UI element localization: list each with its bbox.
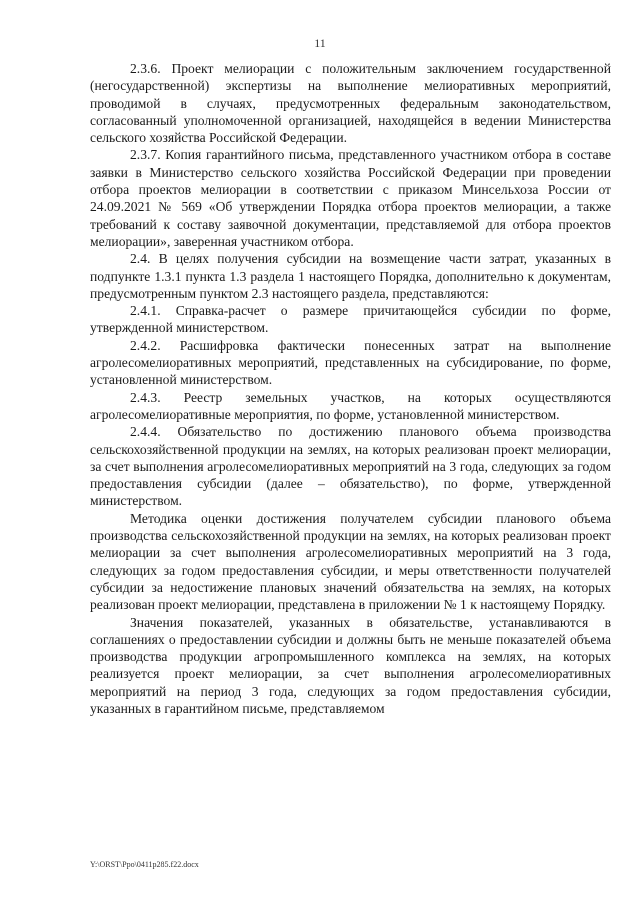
document-body (90, 60, 611, 717)
paragraph-2-3-7: 2.3.7. Копия гарантийного письма, представленного участником отбора в составе заявки в Министерство сельского хозяйства Российской Федерации при проведении отбора проектов мелиорации в соответствии с приказом Минсельхоза России от 24.09.2021 № 569 «Об утверждении Порядка отбора проектов мелиорации, а также требований к составу заявочной документации, представляемой для отбора проектов мелиорации», заверенная участником отбора. (90, 147, 611, 249)
paragraph-2-4: 2.4. В целях получения субсидии на возмещение части затрат, указанных в подпункте 1.3.1 пункта 1.3 раздела 1 настоящего Порядка, дополнительно к документам, предусмотренным пунктом 2.3 настоящего раздела, представляются: (90, 251, 611, 301)
paragraph-methodology: Методика оценки достижения получателем субсидии планового объема производства сельскохозяйственной продукции на землях, на которых реализован проект мелиорации за счет выполнения агролесомелиоративных мероприятий на 3 года, следующих за годом предоставления субсидии, и меры ответственности получателей субсидии за недостижение плановых значений обязательства на землях, на которых реализован проект мелиорации, представлена в приложении № 1 к настоящему Порядку. (90, 510, 611, 613)
page-number: 11 (314, 36, 326, 50)
paragraph-indicator-values: Значения показателей, указанных в обязательстве, устанавливаются в соглашениях о предоставлении субсидии и должны быть не меньше показателей объема производства продукции агропромышленного комплекса на землях, на которых реализуется проект мелиорации, за счет выполнения агролесомелиоративных мероприятий на период 3 года, следующих за годом предоставления субсидии, указанных в гарантийном письме, представляемом (90, 614, 611, 716)
paragraph-2-4-2: 2.4.2. Расшифровка фактически понесенных затрат на выполнение агролесомелиоративных мероприятий, представленных на субсидирование, по форме, установленной министерством. (90, 337, 611, 388)
file-path-footer: Y:\ORST\Ppo\0411p285.f22.docx (90, 860, 199, 869)
paragraph-2-4-4: 2.4.4. Обязательство по достижению планового объема производства сельскохозяйственной продукции на землях, на которых реализован проект мелиорации, за счет выполнения агролесомелиоративных мероприятий на 3 года, следующих за годом предоставления субсидии (далее – обязательство), по форме, утвержденной министерством. (90, 424, 611, 509)
paragraph-2-4-3: 2.4.3. Реестр земельных участков, на которых осуществляются агролесомелиоративные мероприятия, по форме, установленной министерством. (90, 389, 611, 422)
paragraph-2-4-1: 2.4.1. Справка-расчет о размере причитающейся субсидии по форме, утвержденной министерством. (90, 303, 611, 336)
paragraph-2-3-6: 2.3.6. Проект мелиорации с положительным заключением государственной (негосударственной) экспертизы на выполнение мелиоративных мероприятий, проводимой в случаях, предусмотренных федеральным законодательством, согласованный уполномоченной организацией, находящейся в ведении Министерства сельского хозяйства Российской Федерации. (90, 61, 611, 146)
